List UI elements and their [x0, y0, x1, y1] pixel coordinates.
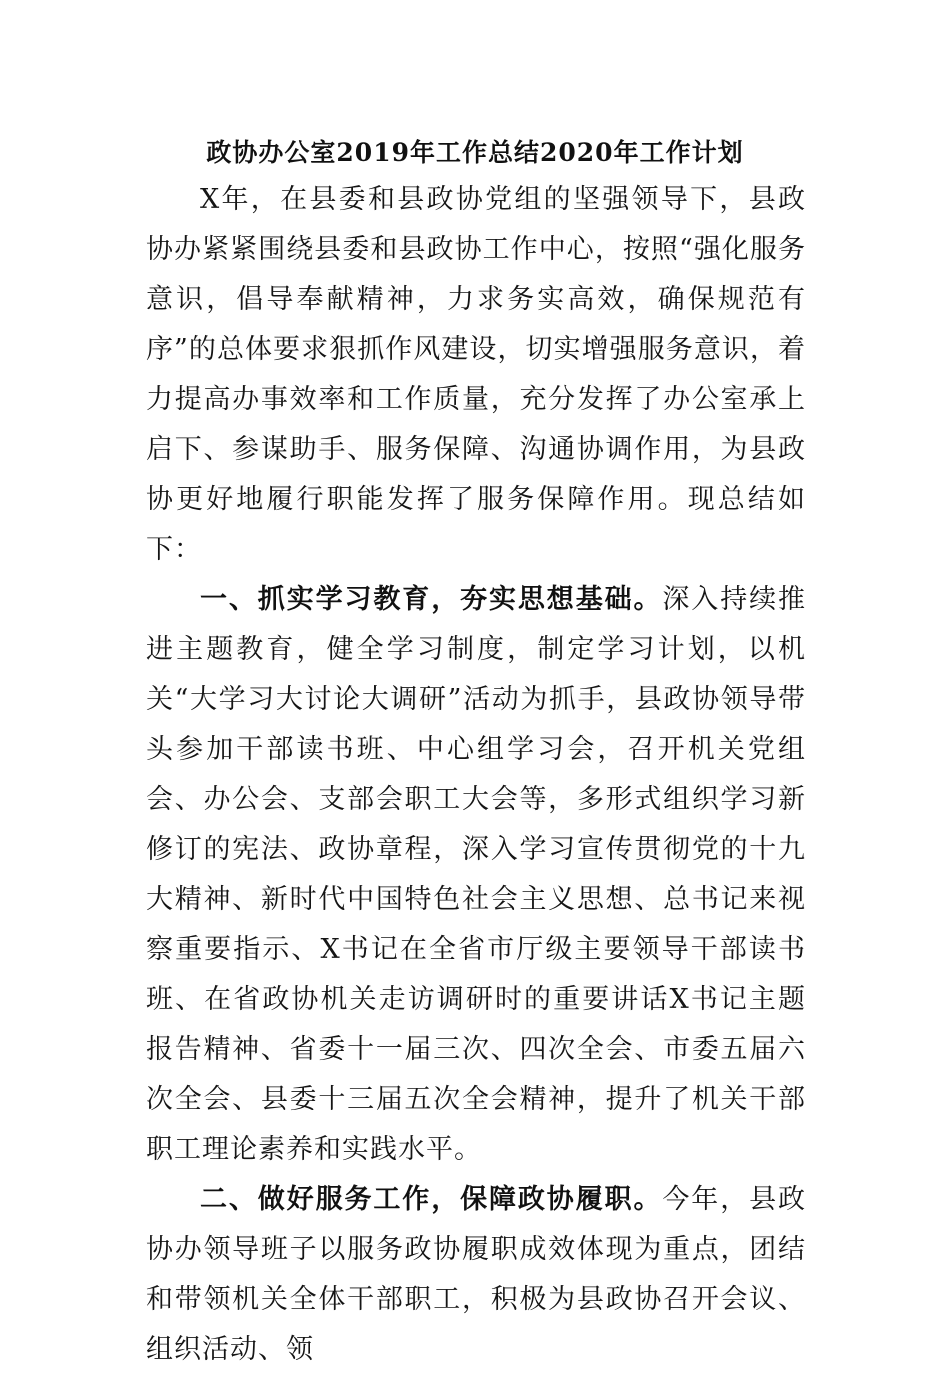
paragraph-text: 深入持续推进主题教育，健全学习制度，制定学习计划，以机关“大学习大讨论大调研”活动为抓手，县政协领导带头参加干部读书班、中心组学习会，召开机关党组会、办公会、支部会职工大会等，多形式组织学习新修订的宪法、政协章程，深入学习宣传贯彻党的十九大精神、新时代中国特色社会主义思想、总书记来视察重要指示、X书记在全省市厅级主要领导干部读书班、在省政协机关走访调研时的重要讲话X书记主题报告精神、省委十一届三次、四次全会、市委五届六次全会、县委十三届五次全会精神，提升了机关干部职工理论素养和实践水平。: [146, 584, 807, 1165]
document-body: [146, 175, 806, 1375]
paragraph-text: X年，在县委和县政协党组的坚强领导下，县政协办紧紧围绕县委和县政协工作中心，按照“强化服务意识，倡导奉献精神，力求务实高效，确保规范有序”的总体要求狠抓作风建设，切实增强服务意识，着力提高办事效率和工作质量，充分发挥了办公室承上启下、参谋助手、服务保障、沟通协调作用，为县政协更好地履行职能发挥了服务保障作用。现总结如下：: [146, 184, 806, 565]
document-title: 政协办公室2019年工作总结2020年工作计划: [206, 138, 744, 167]
paragraph-section-1: [146, 575, 806, 1175]
section-heading: 二、做好服务工作，保障政协履职。: [200, 1184, 663, 1215]
paragraph-intro: [146, 175, 806, 575]
paragraph-text: 今年，县政协办领导班子以服务政协履职成效体现为重点，团结和带领机关全体干部职工，积极为县政协召开会议、组织活动、领: [146, 1184, 807, 1365]
section-heading: 一、抓实学习教育，夯实思想基础。: [200, 584, 663, 615]
paragraph-section-2: [146, 1175, 806, 1375]
